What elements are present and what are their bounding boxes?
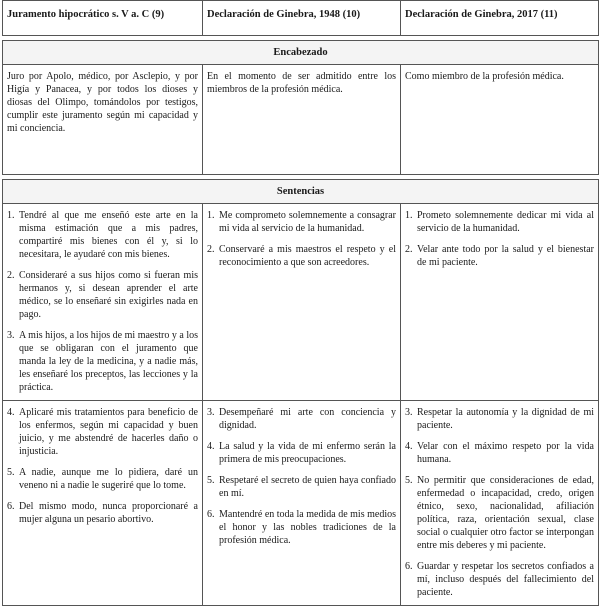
sentence-text: Desempeñaré mi arte con conciencia y dignidad.	[219, 407, 396, 431]
sentence-text: Del mismo modo, nunca proporcionaré a mujer alguna un pesario abortivo.	[19, 501, 198, 525]
sentence-item	[207, 474, 396, 500]
sentence-list	[207, 406, 396, 547]
sentence-item	[405, 406, 594, 432]
sentencias-row-2	[3, 401, 599, 606]
sentence-list	[207, 209, 396, 269]
sentence-item	[405, 474, 594, 552]
sentence-item	[405, 209, 594, 235]
sentence-item	[405, 560, 594, 599]
sentence-item	[207, 440, 396, 466]
sentence-text: A nadie, aunque me lo pidiera, daré un veneno ni a nadie le sugeriré que lo tome.	[19, 467, 198, 491]
sentence-item	[7, 209, 198, 261]
sentence-number: 4.	[405, 441, 413, 452]
sentence-number: 6.	[207, 509, 215, 520]
section-title-sentencias: Sentencias	[3, 180, 599, 204]
sentence-text: Prometo solemnemente dedicar mi vida al servicio de la humanidad.	[417, 210, 594, 234]
sentence-number: 3.	[207, 407, 215, 418]
sentence-number: 2.	[7, 270, 15, 281]
sentence-text: Guardar y respetar los secretos confiados a mí, incluso después del fallecimiento del paciente.	[417, 561, 594, 598]
header-geneva-2017: Declaración de Ginebra, 2017 (11)	[401, 1, 599, 36]
sentence-text: Respetaré el secreto de quien haya confiado en mí.	[219, 475, 396, 499]
sentence-item	[7, 466, 198, 492]
sentencias-2-geneva-2017	[401, 401, 599, 606]
encabezado-row	[3, 65, 599, 175]
sentence-number: 2.	[207, 244, 215, 255]
sentence-number: 6.	[7, 501, 15, 512]
sentence-number: 1.	[405, 210, 413, 221]
sentence-number: 3.	[7, 330, 15, 341]
sentence-item	[405, 440, 594, 466]
sentence-number: 2.	[405, 244, 413, 255]
sentence-item	[405, 243, 594, 269]
sentence-text: A mis hijos, a los hijos de mi maestro y a los que se obligaran con el juramento que manda la ley de la medicina, y a nadie más, les enseñaré los preceptos, las lecciones y la práctica.	[19, 330, 198, 393]
sentence-number: 1.	[7, 210, 15, 221]
sentence-text: Velar ante todo por la salud y el bienestar de mi paciente.	[417, 244, 594, 268]
section-sentencias	[3, 180, 599, 204]
encabezado-hippocratic: Juro por Apolo, médico, por Asclepio, y por Higía y Panacea, y por todos los dioses y diosas del Olimpo, tomándolos por testigos, cumplir este juramento según mi capacidad y mi conciencia.	[3, 65, 203, 175]
sentence-number: 4.	[207, 441, 215, 452]
header-row	[3, 1, 599, 36]
sentence-list	[7, 209, 198, 394]
sentence-text: Tendré al que me enseñó este arte en la misma estimación que a mis padres, compartiré mis bienes con él y, si lo necesitara, le ayudaré con mis bienes.	[19, 210, 198, 260]
sentence-item	[7, 269, 198, 321]
sentence-item	[207, 243, 396, 269]
sentence-list	[7, 406, 198, 526]
sentence-text: Mantendré en toda la medida de mis medios el honor y las nobles tradiciones de la profesión médica.	[219, 509, 396, 546]
header-geneva-1948: Declaración de Ginebra, 1948 (10)	[203, 1, 401, 36]
sentence-item	[7, 329, 198, 394]
sentence-number: 5.	[207, 475, 215, 486]
encabezado-geneva-2017: Como miembro de la profesión médica.	[401, 65, 599, 175]
sentence-text: No permitir que consideraciones de edad, enfermedad o incapacidad, credo, origen étnico, sexo, nacionalidad, afiliación política, raza, orientación sexual, clase social o cualquier otro factor se interpongan entre mis deberes y mi paciente.	[417, 475, 594, 551]
sentence-text: Conservaré a mis maestros el respeto y el reconocimiento a que son acreedores.	[219, 244, 396, 268]
sentence-text: Respetar la autonomía y la dignidad de mi paciente.	[417, 407, 594, 431]
section-title-encabezado: Encabezado	[3, 41, 599, 65]
sentencias-row-1	[3, 204, 599, 401]
sentence-number: 4.	[7, 407, 15, 418]
header-hippocratic: Juramento hipocrático s. V a. C (9)	[3, 1, 203, 36]
sentence-list	[405, 209, 594, 269]
encabezado-geneva-1948: En el momento de ser admitido entre los miembros de la profesión médica.	[203, 65, 401, 175]
sentence-number: 3.	[405, 407, 413, 418]
sentence-text: Velar con el máximo respeto por la vida humana.	[417, 441, 594, 465]
sentencias-2-geneva-1948	[203, 401, 401, 606]
section-encabezado	[3, 41, 599, 65]
sentence-list	[405, 406, 594, 599]
sentence-item	[207, 508, 396, 547]
sentence-text: La salud y la vida de mi enfermo serán la primera de mis preocupaciones.	[219, 441, 396, 465]
sentence-item	[207, 209, 396, 235]
sentencias-1-geneva-1948	[203, 204, 401, 401]
sentencias-1-geneva-2017	[401, 204, 599, 401]
sentence-number: 5.	[7, 467, 15, 478]
oath-comparison-table	[2, 0, 599, 606]
sentence-text: Consideraré a sus hijos como si fueran mis hermanos y, si desean aprender el arte médico, se lo enseñaré sin exigirles nada en pago.	[19, 270, 198, 320]
sentence-text: Aplicaré mis tratamientos para beneficio de los enfermos, según mi capacidad y buen juicio, y me abstendré de hacerles daño o injusticia.	[19, 407, 198, 457]
sentence-item	[7, 500, 198, 526]
sentence-number: 5.	[405, 475, 413, 486]
sentence-text: Me comprometo solemnemente a consagrar mi vida al servicio de la humanidad.	[219, 210, 396, 234]
sentence-number: 1.	[207, 210, 215, 221]
sentence-number: 6.	[405, 561, 413, 572]
sentence-item	[7, 406, 198, 458]
sentence-item	[207, 406, 396, 432]
sentencias-1-hippocratic	[3, 204, 203, 401]
sentencias-2-hippocratic	[3, 401, 203, 606]
